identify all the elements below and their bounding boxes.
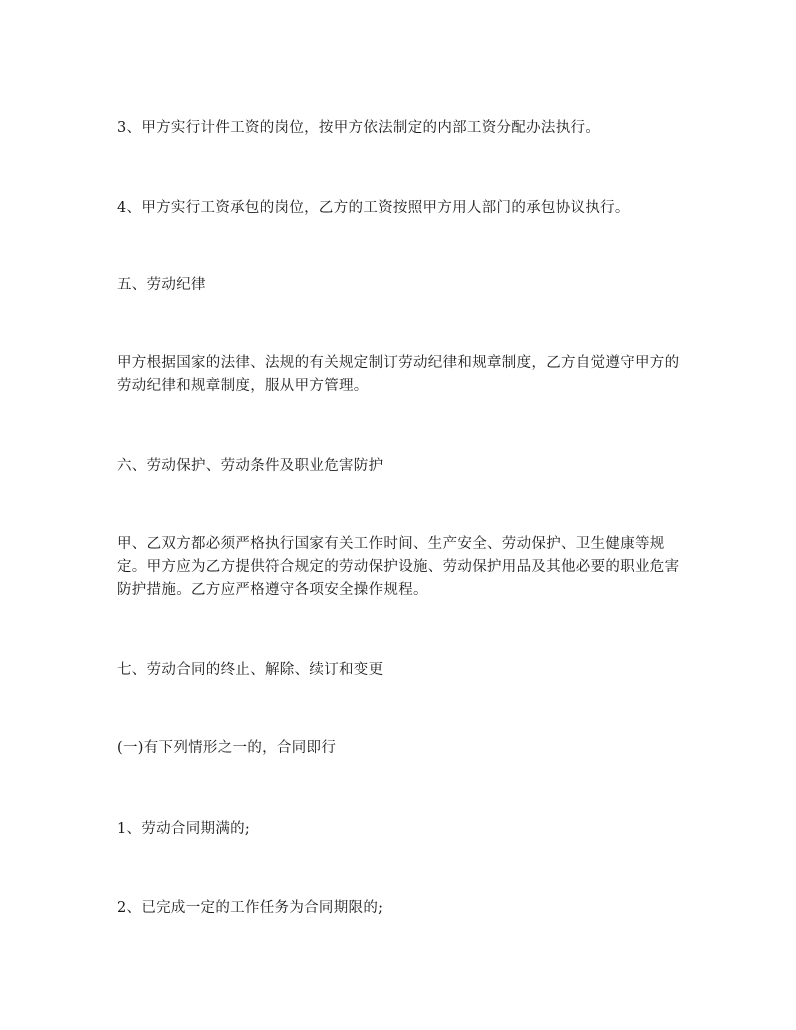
section-heading-labor-protection: 六、劳动保护、劳动条件及职业危害防护 — [117, 458, 384, 474]
list-item-contract-expiry: 1、劳动合同期满的; — [117, 821, 251, 837]
clause-4-contract-wage: 4、甲方实行工资承包的岗位，乙方的工资按照甲方用人部门的承包协议执行。 — [117, 200, 630, 216]
subsection-termination-conditions: (一)有下列情形之一的，合同即行 — [117, 740, 337, 756]
list-item-task-completed: 2、已完成一定的工作任务为合同期限的; — [117, 900, 384, 916]
clause-3-piecework-wage: 3、甲方实行计件工资的岗位，按甲方依法制定的内部工资分配办法执行。 — [117, 120, 601, 136]
section-heading-contract-termination: 七、劳动合同的终止、解除、续订和变更 — [117, 662, 384, 678]
labor-discipline-body: 甲方根据国家的法律、法规的有关规定制订劳动纪律和规章制度，乙方自觉遵守甲方的劳动纪律和规章制度，服从甲方管理。 — [117, 355, 680, 394]
labor-protection-body: 甲、乙双方都必须严格执行国家有关工作时间、生产安全、劳动保护、卫生健康等规定。甲方应为乙方提供符合规定的劳动保护设施、劳动保护用品及其他必要的职业危害防护措施。乙方应严格遵守各项安全操作规程。 — [117, 536, 680, 598]
section-heading-labor-discipline: 五、劳动纪律 — [117, 277, 206, 293]
